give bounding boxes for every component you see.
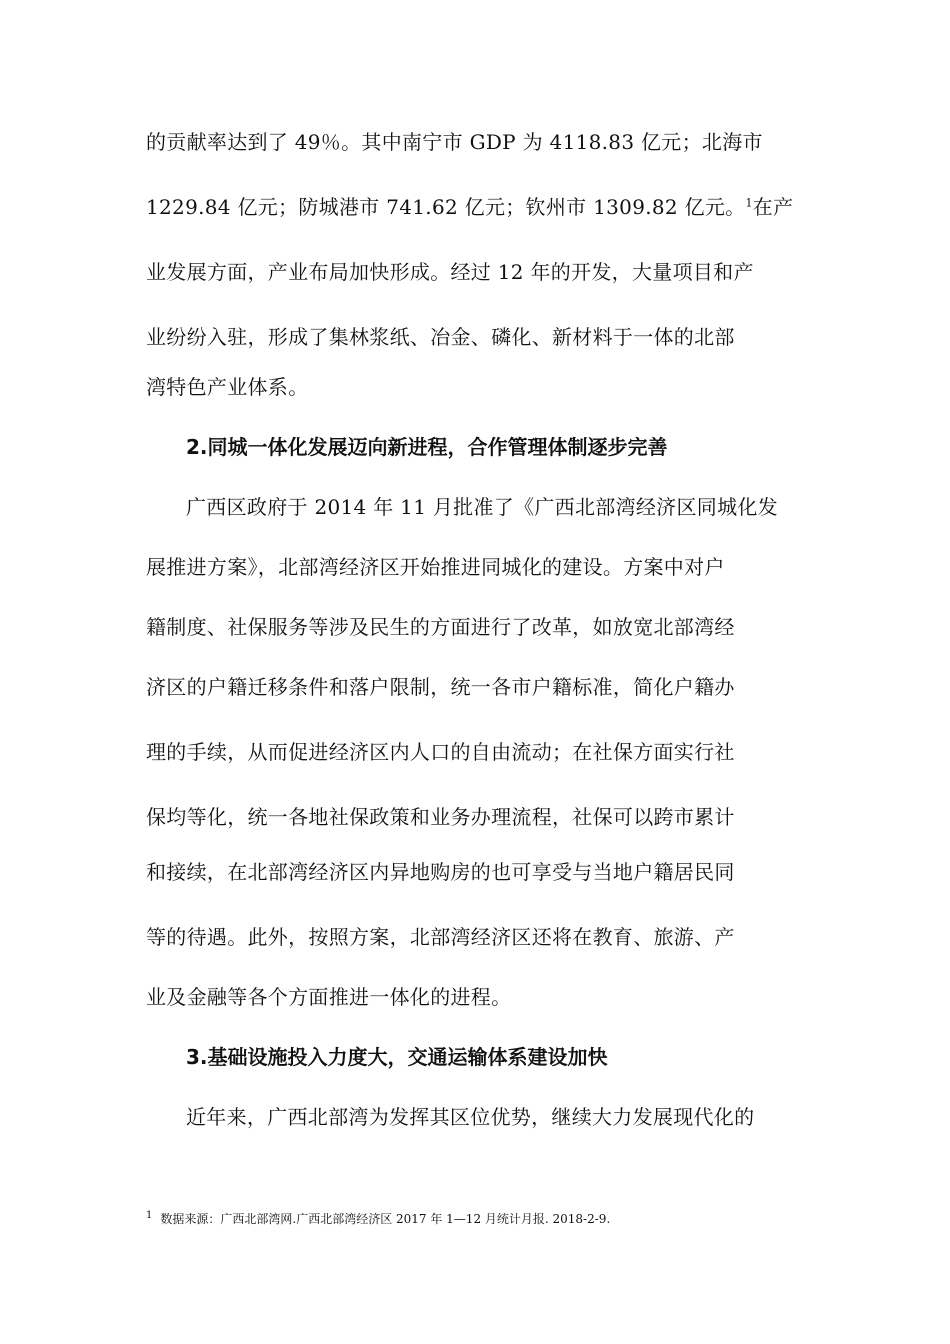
paragraph2-line8: 等的待遇。此外，按照方案，北部湾经济区还将在教育、旅游、产 bbox=[146, 925, 735, 949]
paragraph2-line6: 保均等化，统一各地社保政策和业务办理流程，社保可以跨市累计 bbox=[146, 805, 735, 829]
paragraph1-line2-tail: 在产 bbox=[752, 195, 794, 219]
paragraph3-line1: 近年来，广西北部湾为发挥其区位优势，继续大力发展现代化的 bbox=[186, 1105, 755, 1129]
section-heading-3: 3.基础设施投入力度大，交通运输体系建设加快 bbox=[186, 1045, 608, 1069]
footnote-separator bbox=[146, 1190, 336, 1191]
paragraph2-line2: 展推进方案》，北部湾经济区开始推进同城化的建设。方案中对户 bbox=[146, 555, 725, 579]
paragraph1-line1: 的贡献率达到了 49％。其中南宁市 GDP 为 4118.83 亿元；北海市 bbox=[146, 130, 763, 154]
paragraph2-line3: 籍制度、社保服务等涉及民生的方面进行了改革，如放宽北部湾经 bbox=[146, 615, 735, 639]
section-heading-2: 2.同城一体化发展迈向新进程，合作管理体制逐步完善 bbox=[186, 435, 668, 459]
footnote-text: 数据来源：广西北部湾网.广西北部湾经济区 2017 年 1—12 月统计月报. 2018-2-9. bbox=[160, 1212, 611, 1226]
paragraph1-line3: 业发展方面，产业布局加快形成。经过 12 年的开发，大量项目和产 bbox=[146, 260, 754, 284]
footnote-reference[interactable]: 1 bbox=[745, 196, 753, 210]
footnote-mark: 1 bbox=[146, 1210, 153, 1221]
paragraph1-line2-text: 1229.84 亿元；防城港市 741.62 亿元；钦州市 1309.82 亿元。 bbox=[146, 195, 746, 219]
paragraph2-line4: 济区的户籍迁移条件和落户限制，统一各市户籍标准，简化户籍办 bbox=[146, 675, 735, 699]
paragraph1-line2 bbox=[146, 193, 816, 221]
paragraph2-line5: 理的手续，从而促进经济区内人口的自由流动；在社保方面实行社 bbox=[146, 740, 735, 764]
paragraph1-line5: 湾特色产业体系。 bbox=[146, 375, 309, 399]
paragraph2-line9: 业及金融等各个方面推进一体化的进程。 bbox=[146, 985, 512, 1009]
paragraph2-line1: 广西区政府于 2014 年 11 月批准了《广西北部湾经济区同城化发 bbox=[186, 495, 778, 519]
paragraph2-line7: 和接续，在北部湾经济区内异地购房的也可享受与当地户籍居民同 bbox=[146, 860, 735, 884]
paragraph1-line4: 业纷纷入驻，形成了集林浆纸、冶金、磷化、新材料于一体的北部 bbox=[146, 325, 735, 349]
footnote bbox=[146, 1210, 610, 1228]
